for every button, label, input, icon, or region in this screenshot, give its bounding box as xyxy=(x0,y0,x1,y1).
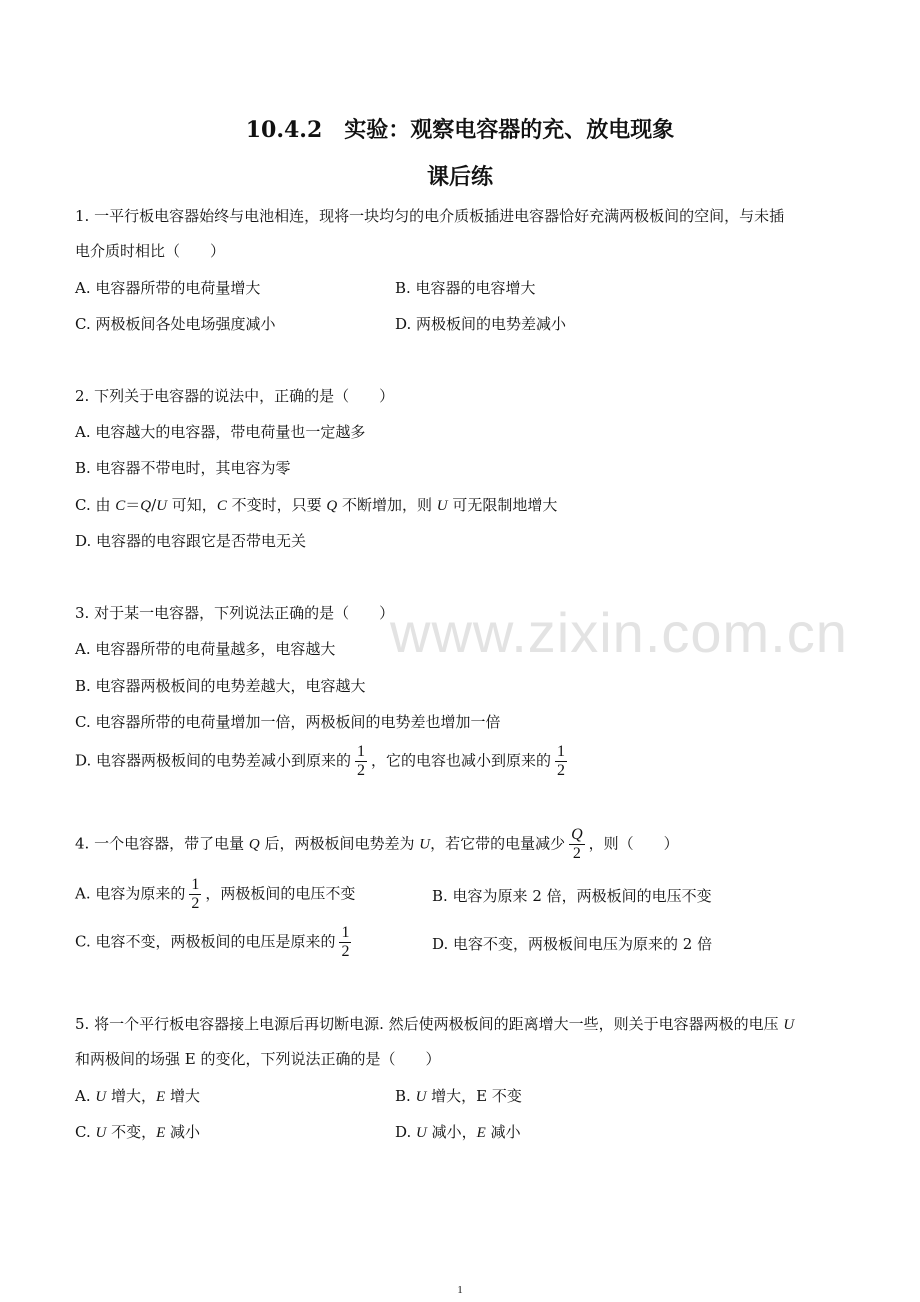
text-run: 后，两极板间电势差为 xyxy=(259,834,420,853)
text-run: ＝ xyxy=(125,496,141,514)
text-run: ，若它带的电量减少 xyxy=(430,834,566,853)
variable-c: C xyxy=(216,498,227,514)
text-run: 可无限制地增大 xyxy=(447,496,558,514)
text-run: B. xyxy=(395,1087,416,1105)
text-run: 可知， xyxy=(167,496,217,514)
text-run: 增大，E 不变 xyxy=(426,1087,522,1105)
fraction-numerator: 1 xyxy=(357,743,366,760)
variable-u: U xyxy=(783,1017,795,1033)
fraction-numerator: 1 xyxy=(557,743,566,760)
fraction-numerator: Q xyxy=(571,826,583,843)
q1-option-a: A. 电容器所带的电荷量增大 xyxy=(75,279,261,297)
variable-q: Q xyxy=(248,836,260,853)
q2-option-a: A. 电容越大的电容器，带电荷量也一定越多 xyxy=(75,423,366,441)
q3-option-d xyxy=(75,743,571,780)
q4-option-d: D. 电容不变，两极板间电压为原来的 2 倍 xyxy=(432,935,713,953)
q5-stem-line2: 和两极间的场强 E 的变化，下列说法正确的是（ ） xyxy=(75,1050,441,1068)
text-run: 不变时，只要 xyxy=(226,496,327,514)
page-number: 1 xyxy=(457,1284,463,1296)
q2-option-b: B. 电容器不带电时，其电容为零 xyxy=(75,459,291,477)
text-run: 增大， xyxy=(106,1087,156,1105)
text-run: 不断增加，则 xyxy=(337,496,437,514)
q1-option-d: D. 两极板间的电势差减小 xyxy=(395,315,567,333)
text-run: ，两极板间的电压不变 xyxy=(205,884,356,903)
variable-u: U xyxy=(416,1125,427,1141)
fraction-denominator: 2 xyxy=(557,762,566,779)
text-run: D. 电容器两极板间的电势差减小到原来的 xyxy=(75,751,352,770)
q5-option-b xyxy=(395,1085,522,1108)
q4-option-b: B. 电容为原来 2 倍，两极板间的电压不变 xyxy=(432,887,712,905)
q4-stem xyxy=(75,826,679,863)
q5-option-d xyxy=(395,1121,521,1144)
q2-stem: 2. 下列关于电容器的说法中，正确的是（ ） xyxy=(75,387,395,405)
variable-e: E xyxy=(156,1125,166,1141)
text-run: 4. 一个电容器，带了电量 xyxy=(75,834,249,853)
fraction-denominator: 2 xyxy=(357,762,366,779)
variable-c: C xyxy=(115,498,126,514)
text-run: ，它的电容也减小到原来的 xyxy=(371,751,552,770)
fraction-one-half xyxy=(339,924,351,961)
q1-stem-line2: 电介质时相比（ ） xyxy=(75,242,226,260)
q3-stem: 3. 对于某一电容器，下列说法正确的是（ ） xyxy=(75,604,395,622)
q5-option-a xyxy=(75,1085,200,1108)
variable-q: Q xyxy=(326,498,338,514)
q4-option-c xyxy=(75,924,355,961)
fraction-one-half xyxy=(555,743,567,780)
fraction-denominator: 2 xyxy=(191,895,200,912)
variable-u: U xyxy=(156,498,168,514)
q5-stem-line1 xyxy=(75,1013,794,1036)
fraction-numerator: 1 xyxy=(191,876,200,893)
watermark: www.zixin.com.cn xyxy=(390,601,848,664)
page-title: 10.4.2 实验：观察电容器的充、放电现象 xyxy=(245,117,675,143)
q1-option-b: B. 电容器的电容增大 xyxy=(395,279,536,297)
q2-option-c xyxy=(75,494,557,517)
text-run: D. xyxy=(395,1123,417,1141)
text-run: 不变， xyxy=(106,1123,157,1141)
variable-u: U xyxy=(419,836,431,853)
q3-option-c: C. 电容器所带的电荷量增加一倍，两极板间的电势差也增加一倍 xyxy=(75,713,501,731)
variable-u: U xyxy=(95,1089,107,1105)
q1-stem-line1: 1. 一平行板电容器始终与电池相连，现将一块均匀的电介质板插进电容器恰好充满两极板间的空间，与未插 xyxy=(75,207,785,225)
fraction-one-half xyxy=(355,743,367,780)
variable-e: E xyxy=(476,1125,486,1141)
text-run: C. 由 xyxy=(75,496,116,514)
q5-option-c xyxy=(75,1121,200,1144)
q1-option-c: C. 两极板间各处电场强度减小 xyxy=(75,315,276,333)
fraction-numerator: 1 xyxy=(341,924,350,941)
text-run: / xyxy=(151,496,157,514)
fraction-one-half xyxy=(189,876,201,913)
text-run: C. 电容不变，两极板间的电压是原来的 xyxy=(75,932,336,951)
variable-u: U xyxy=(95,1125,107,1141)
text-run: A. 电容为原来的 xyxy=(75,884,186,903)
fraction-denominator: 2 xyxy=(341,943,350,960)
text-run: 减小 xyxy=(165,1123,201,1141)
page-subtitle: 课后练 xyxy=(426,164,493,190)
text-run: 减小， xyxy=(426,1123,477,1141)
text-run: 5. 将一个平行板电容器接上电源后再切断电源. 然后使两极板间的距离增大一些，则关于电容器两极的电压 xyxy=(75,1015,784,1033)
text-run: A. xyxy=(75,1087,96,1105)
fraction-q-half xyxy=(569,826,585,863)
q2-option-d: D. 电容器的电容跟它是否带电无关 xyxy=(75,532,307,550)
variable-q: Q xyxy=(140,498,152,514)
q4-option-a xyxy=(75,876,355,913)
text-run: 减小 xyxy=(485,1123,521,1141)
text-run: C. xyxy=(75,1123,96,1141)
q3-option-b: B. 电容器两极板间的电势差越大，电容越大 xyxy=(75,677,366,695)
q3-option-a: A. 电容器所带的电荷量越多，电容越大 xyxy=(75,640,336,658)
variable-u: U xyxy=(436,498,448,514)
fraction-denominator: 2 xyxy=(572,845,581,862)
variable-e: E xyxy=(156,1089,166,1105)
text-run: 增大 xyxy=(165,1087,200,1105)
text-run: ，则（ ） xyxy=(588,834,679,853)
variable-u: U xyxy=(415,1089,427,1105)
